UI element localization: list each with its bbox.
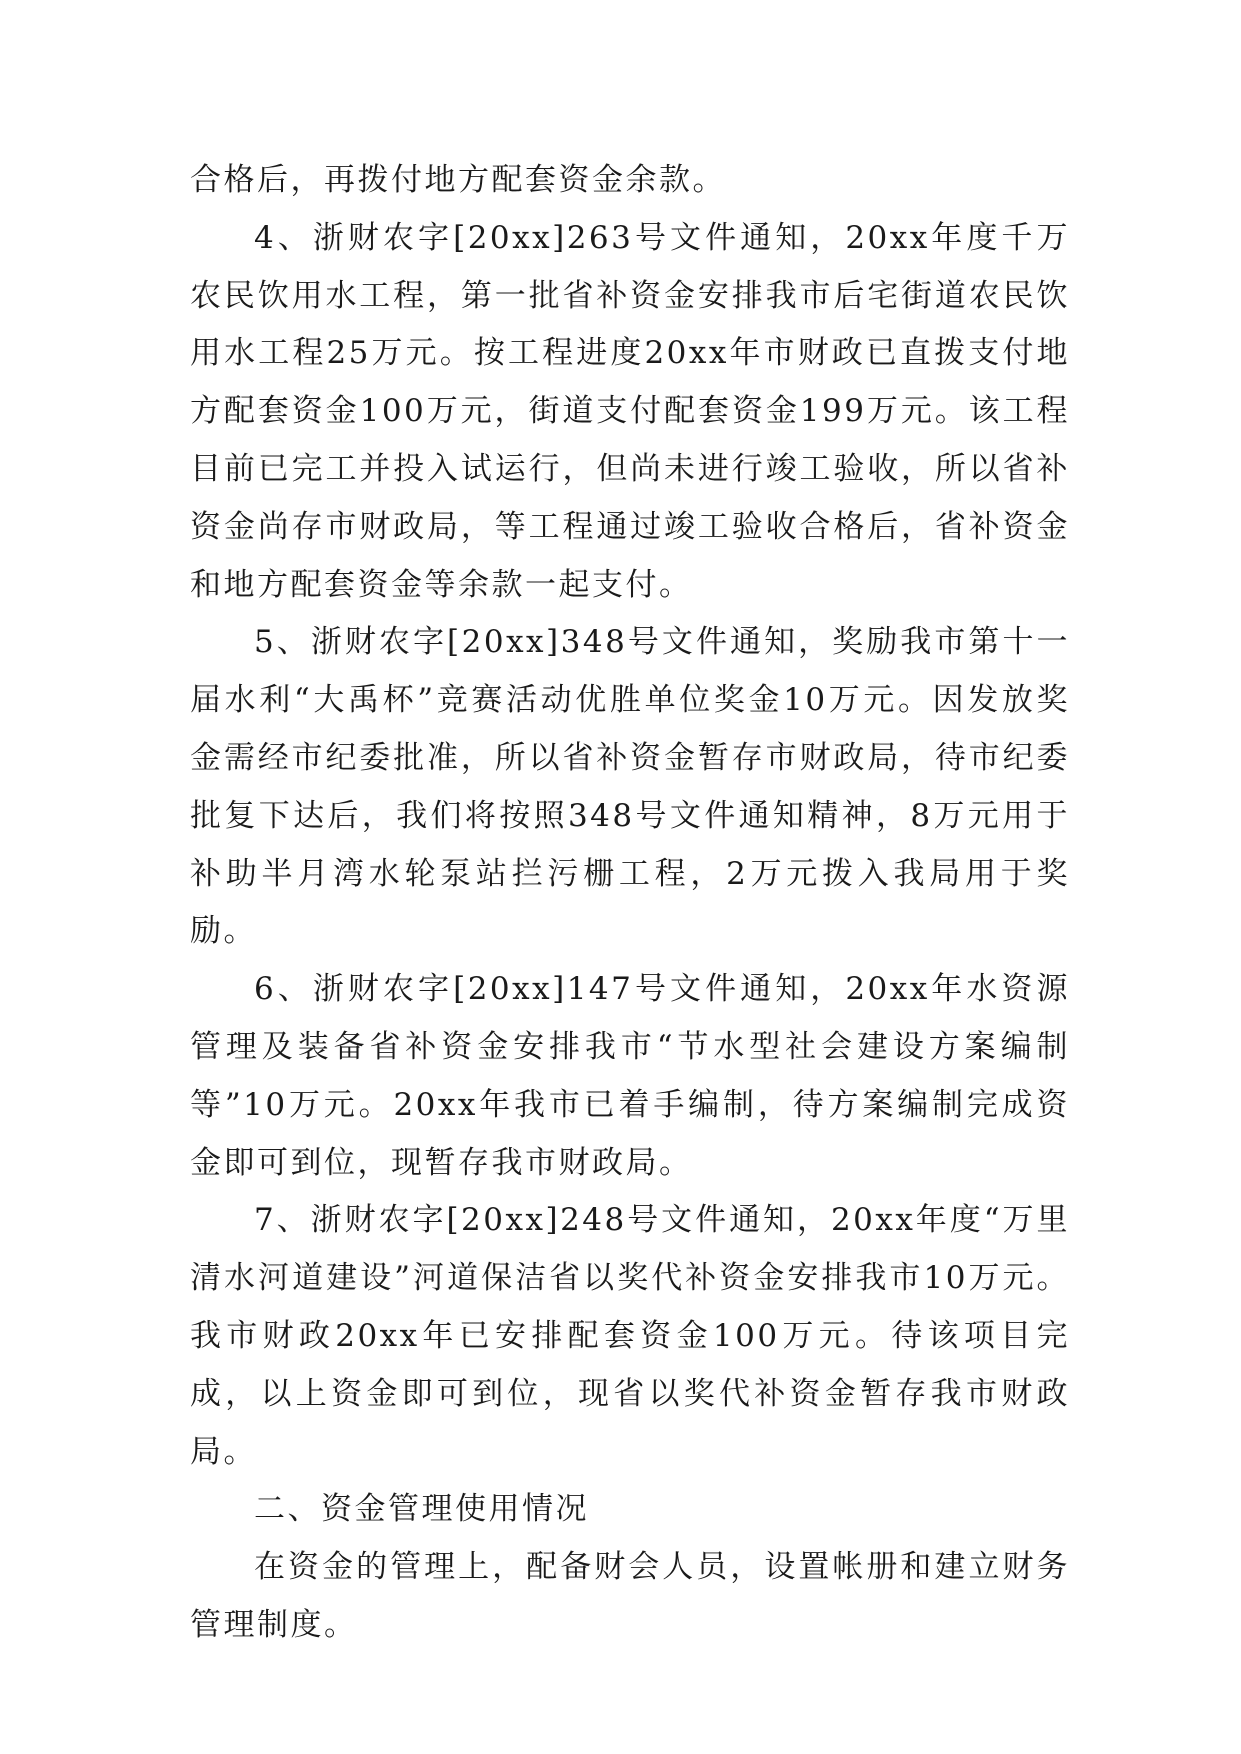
paragraph-fund-management: 在资金的管理上，配备财会人员，设置帐册和建立财务管理制度。 xyxy=(190,1549,1070,1643)
paragraph-item-7: 7、浙财农字[20xx]248号文件通知，20xx年度“万里清水河道建设”河道保洁省以奖代补资金安排我市10万元。我市财政20xx年已安排配套资金100万元。待该项目完成，以上资金即可到位，现省以奖代补资金暂存我市财政局。 xyxy=(190,1202,1070,1470)
section-heading: 二、资金管理使用情况 xyxy=(254,1491,589,1528)
paragraph-item-5: 5、浙财农字[20xx]348号文件通知，奖励我市第十一届水利“大禹杯”竞赛活动优胜单位奖金10万元。因发放奖金需经市纪委批准，所以省补资金暂存市财政局，待市纪委批复下达后，我们将按照348号文件通知精神，8万元用于补助半月湾水轮泵站拦污栅工程，2万元拨入我局用于奖励。 xyxy=(190,624,1070,950)
paragraph-item-4: 4、浙财农字[20xx]263号文件通知，20xx年度千万农民饮用水工程，第一批省补资金安排我市后宅街道农民饮用水工程25万元。按工程进度20xx年市财政已直拨支付地方配套资金100万元，街道支付配套资金199万元。该工程目前已完工并投入试运行，但尚未进行竣工验收，所以省补资金尚存市财政局，等工程通过竣工验收合格后，省补资金和地方配套资金等余款一起支付。 xyxy=(190,219,1070,603)
document-body xyxy=(190,152,1070,1655)
paragraph-continuation: 合格后，再拨付地方配套资金余款。 xyxy=(190,162,726,198)
paragraph-item-6: 6、浙财农字[20xx]147号文件通知，20xx年水资源管理及装备省补资金安排我市“节水型社会建设方案编制等”10万元。20xx年我市已着手编制，待方案编制完成资金即可到位，现暂存我市财政局。 xyxy=(190,971,1070,1181)
